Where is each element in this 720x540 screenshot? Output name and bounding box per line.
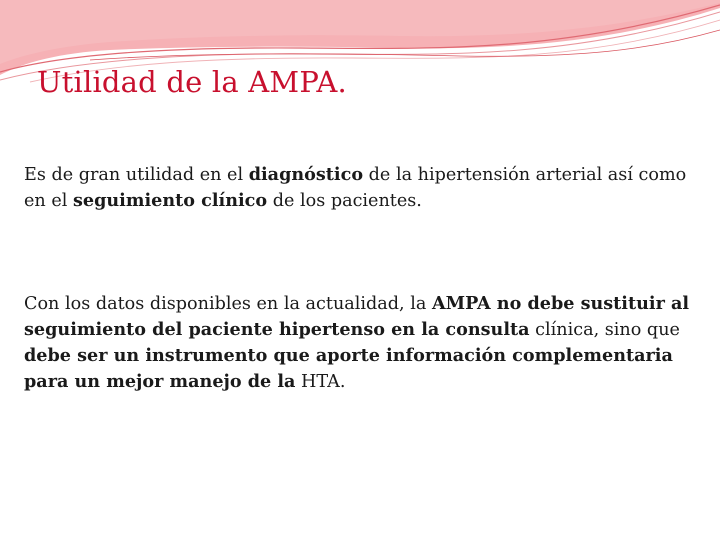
bold-text-run: diagnóstico	[248, 164, 364, 185]
text-run: Con los datos disponibles en la actualidad, la	[24, 294, 432, 314]
text-run: de la hipertensión arterial así como en el	[24, 165, 687, 211]
paragraph-diagnosis	[24, 162, 700, 214]
text-run: clínica, sino que	[529, 320, 680, 340]
paragraph-recommendation	[24, 291, 700, 395]
bold-text-run: seguimiento clínico	[72, 190, 268, 211]
text-run: Es de gran utilidad en el	[24, 165, 249, 185]
page-title: Utilidad de la AMPA.	[37, 65, 347, 99]
bold-text-run: debe ser un instrumento que aporte información complementaria para un mejor manejo de la	[24, 345, 673, 392]
bold-text-run: AMPA no debe sustituir al seguimiento del paciente hipertenso en la consulta	[24, 293, 690, 340]
text-run: HTA.	[295, 372, 346, 392]
text-run: de los pacientes.	[267, 191, 422, 211]
